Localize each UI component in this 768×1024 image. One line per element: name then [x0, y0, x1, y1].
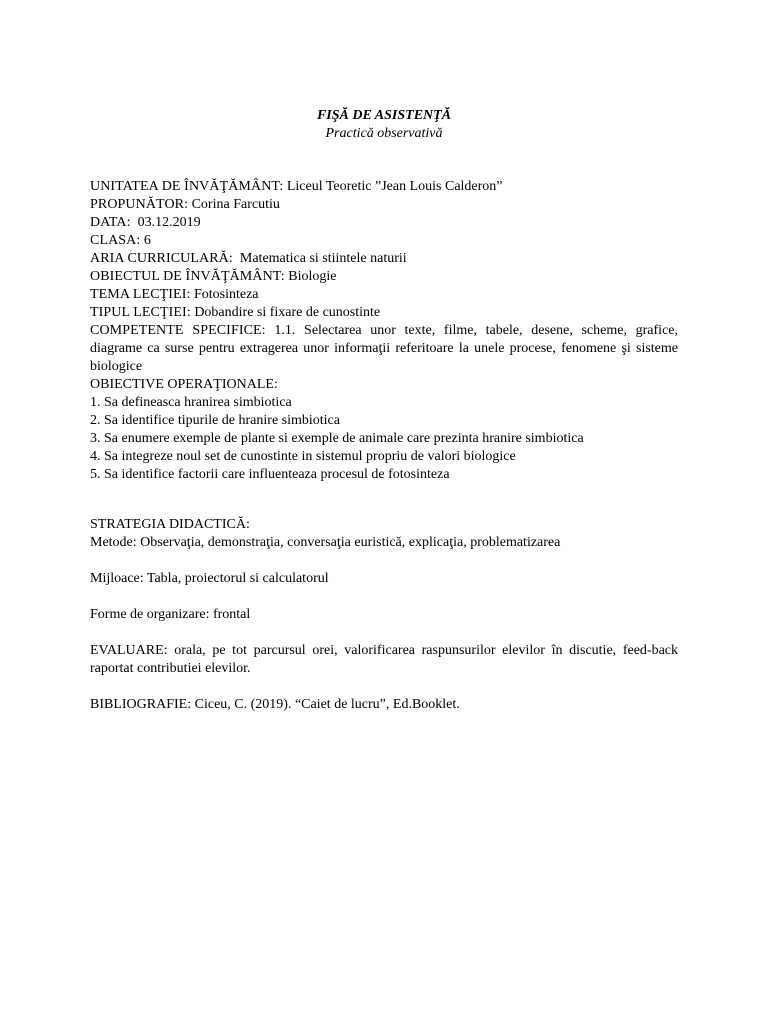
bibliografie-line [90, 696, 678, 714]
clasa-value: 6 [143, 233, 151, 248]
obiectul-label: OBIECTUL DE ÎNVĂŢĂMÂNT: [90, 269, 285, 284]
competente-value: 1.1. Selectarea unor texte, filme, tabele, desene, scheme, grafice, diagrame ca surse pentru extragerea unor informaţii referitoare la unele procese, fenomene şi sisteme biologice [90, 323, 678, 374]
bibliografie-text: Ciceu, C. (2019). “Caiet de lucru”, Ed.Booklet. [194, 697, 460, 712]
aria-label: ARIA CURRICULARĂ: [90, 251, 233, 266]
tema-line [90, 286, 678, 304]
evaluare-label: EVALUARE: [90, 643, 168, 658]
obiectiv-item: 5. Sa identifice factorii care influenteaza procesul de fotosinteza [90, 467, 450, 482]
mijloace-line: Mijloace: Tabla, proiectorul si calculatorul [90, 571, 329, 586]
obiectul-line [90, 268, 678, 286]
propunator-value: Corina Farcutiu [191, 197, 280, 212]
obiectiv-item: 4. Sa integreze noul set de cunostinte in sistemul propriu de valori biologice [90, 449, 516, 464]
lesson-info [90, 178, 678, 484]
aria-value: Matematica si stiintele naturii [239, 251, 407, 266]
obiectul-value: Biologie [288, 269, 337, 284]
data-value: 03.12.2019 [137, 215, 201, 230]
data-line [90, 214, 678, 232]
clasa-line [90, 232, 678, 250]
clasa-label: CLASA: [90, 233, 141, 248]
competente-paragraph [90, 322, 678, 376]
data-label: DATA: [90, 215, 131, 230]
evaluare-text: orala, pe tot parcursul orei, valorificarea raspunsurilor elevilor în discutie, feed-back raportat contributiei elevilor. [90, 643, 678, 676]
obiectiv-item: 2. Sa identifice tipurile de hranire simbiotica [90, 413, 340, 428]
unitatea-label: UNITATEA DE ÎNVĂŢĂMÂNT: [90, 179, 284, 194]
tema-value: Fotosinteza [193, 287, 259, 302]
tipul-label: TIPUL LECŢIEI: [90, 305, 191, 320]
propunator-label: PROPUNĂTOR: [90, 197, 189, 212]
tema-label: TEMA LECŢIEI: [90, 287, 191, 302]
aria-line [90, 250, 678, 268]
unitatea-line [90, 178, 678, 196]
evaluare-paragraph [90, 642, 678, 678]
obiectiv-item: 1. Sa defineasca hranirea simbiotica [90, 395, 292, 410]
competente-label: COMPETENTE SPECIFICE: [90, 323, 266, 338]
tipul-value: Dobandire si fixare de cunostinte [194, 305, 381, 320]
strategia-section [90, 516, 678, 552]
metode-line: Metode: Observaţia, demonstraţia, conversaţia euristică, explicaţia, problematizarea [90, 535, 561, 550]
obiective-label: OBIECTIVE OPERAŢIONALE: [90, 377, 278, 392]
propunator-line [90, 196, 678, 214]
tipul-line [90, 304, 678, 322]
bibliografie-label: BIBLIOGRAFIE: [90, 697, 192, 712]
unitatea-value: Liceul Teoretic ”Jean Louis Calderon” [286, 179, 503, 194]
forme-line: Forme de organizare: frontal [90, 607, 251, 622]
obiectiv-item: 3. Sa enumere exemple de plante si exemple de animale care prezinta hranire simbiotica [90, 431, 584, 446]
document-subtitle: Practică observativă [325, 126, 443, 141]
strategia-label: STRATEGIA DIDACTICĂ: [90, 517, 250, 532]
document-title: FIŞĂ DE ASISTENŢĂ [316, 108, 452, 123]
